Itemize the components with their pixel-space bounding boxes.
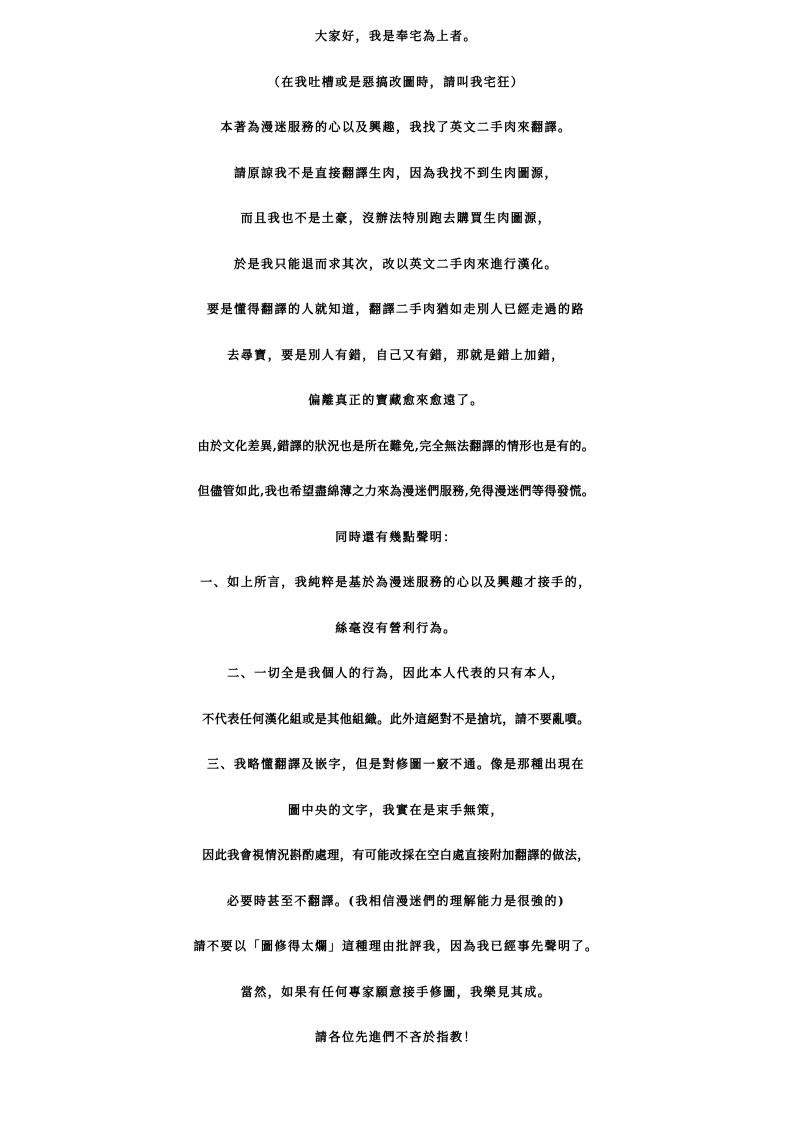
nickname-note-line: （在我吐槽或是惡搞改圖時，請叫我宅狂） [267,74,525,89]
declaration-three-line-3: 因此我會視情況斟酌處理，有可能改採在空白處直接附加翻譯的做法， [202,848,590,862]
declaration-two-line-2: 不代表任何漢化組或是其他組織。此外這絕對不是搶坑，請不要亂噴。 [202,711,590,726]
declaration-one-line-2: 絲毫沒有營利行為。 [335,620,457,635]
translator-notice [0,22,792,1069]
caveat-line: 要是懂得翻譯的人就知道，翻譯二手肉猶如走別人已經走過的路 [206,302,585,316]
declaration-three-line-5: 請不要以「圖修得太爛」這種理由批評我，因為我已經事先聲明了。 [193,939,599,953]
declarations-heading: 同時還有幾點聲明： [335,529,457,544]
caveat-line-2: 去尋寶，要是別人有錯，自己又有錯，那就是錯上加錯， [227,347,565,362]
apology-line: 請原諒我不是直接翻譯生肉，因為我找不到生肉圖源， [233,165,558,180]
welcome-experts-line: 當然，如果有任何專家願意接手修圖，我樂見其成。 [240,984,552,999]
declaration-three-line-2: 圖中央的文字，我實在是束手無策， [287,802,504,817]
declaration-one-line: 一、如上所言，我純粹是基於為漫迷服務的心以及興趣才接手的， [200,575,592,589]
intro-line: 本著為漫迷服務的心以及興趣，我找了英文二手肉來翻譯。 [220,120,572,134]
caveat-line-3: 偏離真正的寶藏愈來愈遠了。 [308,393,484,407]
declaration-two-line: 二、一切全是我個人的行為，因此本人代表的只有本人， [227,666,565,680]
closing-line: 請各位先進們不吝於指教！ [314,1030,477,1044]
declaration-three-line-4: 必要時甚至不翻譯。(我相信漫迷們的理解能力是很強的) [226,893,566,908]
apology-line-3: 於是我只能退而求其次，改以英文二手肉來進行漢化。 [233,256,558,271]
apology-line-2: 而且我也不是土豪，沒辦法特別跑去購買生肉圖源， [240,211,552,225]
declaration-three-line: 三、我略懂翻譯及嵌字，但是對修圖一竅不通。像是那種出現在 [206,757,585,771]
service-note-line: 但儘管如此,我也希望盡綿薄之力來為漫迷們服務,免得漫迷們等得發慌。 [197,484,595,498]
culture-note-line: 由於文化差異,錯譯的狀況也是所在難免,完全無法翻譯的情形也是有的。 [197,438,595,453]
greeting-line: 大家好，我是奉宅為上者。 [314,29,477,43]
